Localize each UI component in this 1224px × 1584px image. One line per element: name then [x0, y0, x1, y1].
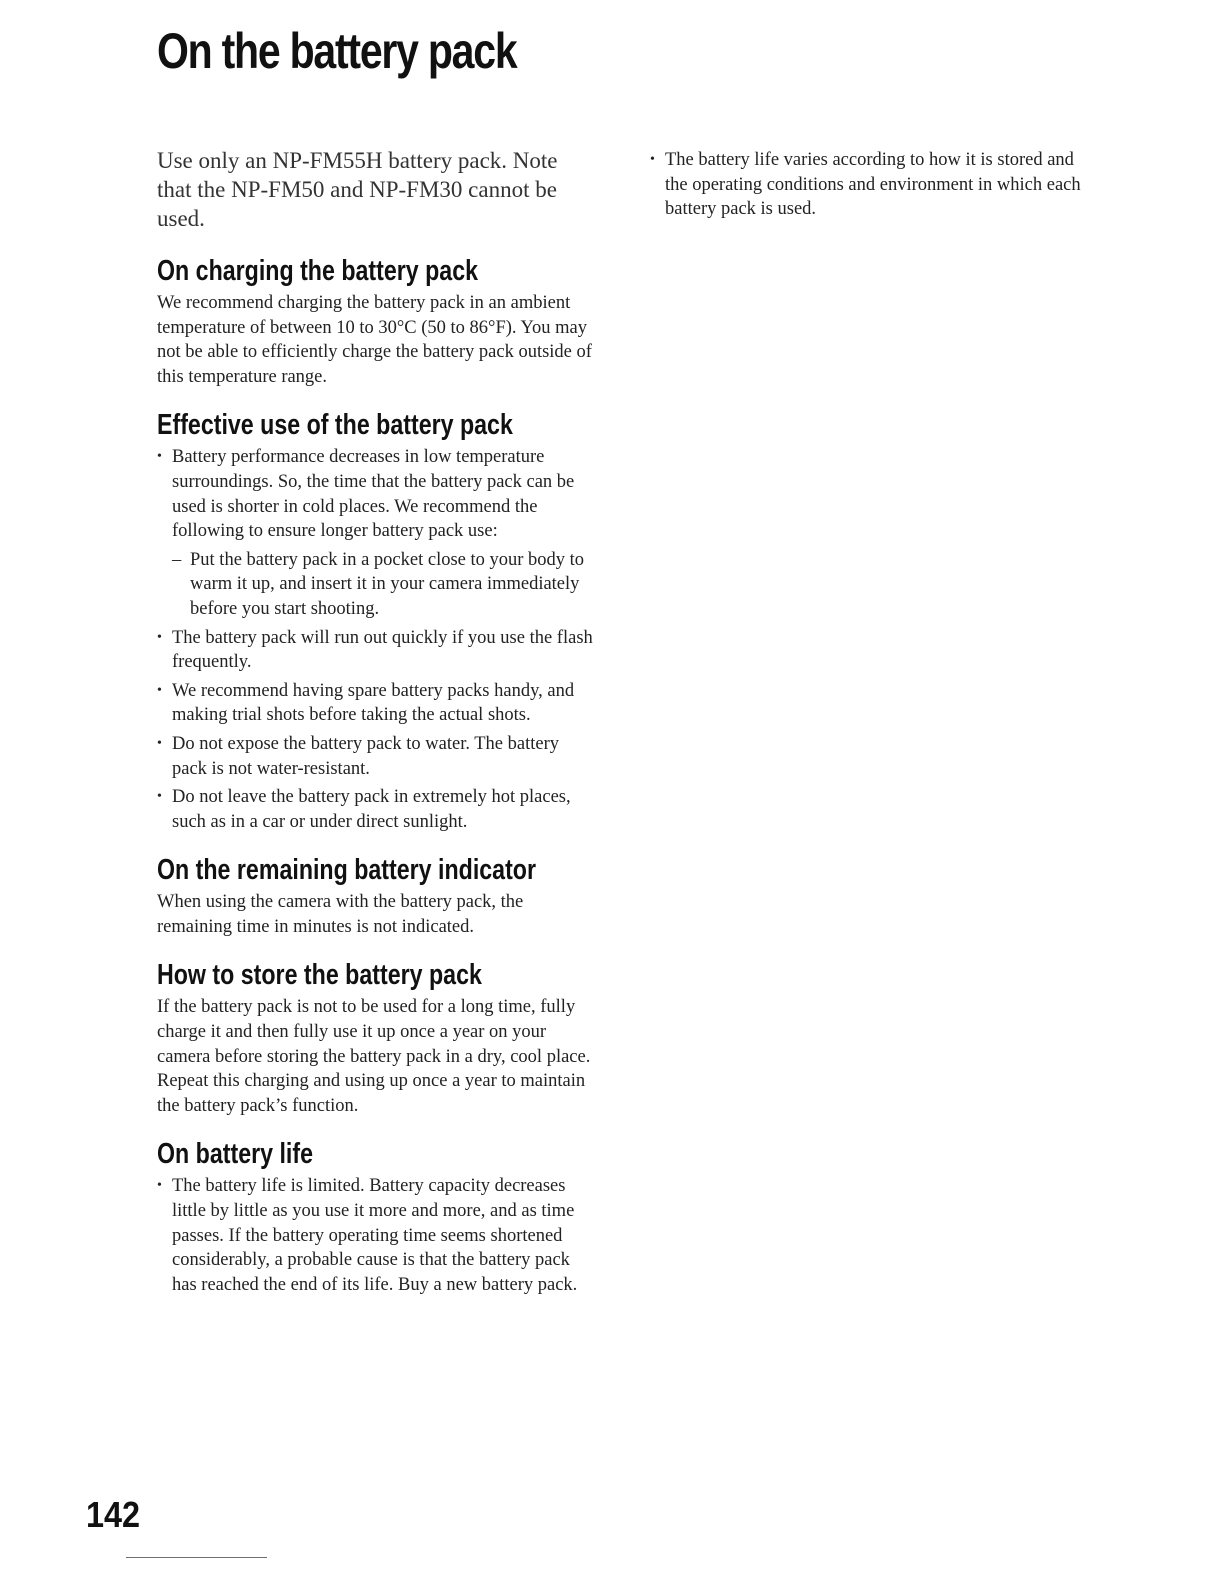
section-heading-effective-use: Effective use of the battery pack	[157, 409, 513, 442]
list-item	[157, 1174, 597, 1297]
section-effective-use	[157, 407, 597, 834]
list-item-text: The battery life is limited. Battery capacity decreases little by little as you use it more and more, and as time passes. If the battery operating time seems shortened considerably, a probable cause is that the battery pack has reached the end of its life. Buy a new battery pack.	[172, 1176, 578, 1295]
list-item	[157, 626, 597, 675]
list-item-text: The battery life varies according to how it is stored and the operating conditions and environment in which each battery pack is used.	[665, 150, 1081, 220]
battery-life-list-continued	[650, 148, 1090, 222]
left-column	[157, 146, 597, 1301]
page-title: On the battery pack	[157, 23, 517, 79]
sub-list	[172, 548, 597, 622]
sub-list-item	[172, 548, 597, 622]
list-item	[157, 785, 597, 834]
section-life	[157, 1136, 597, 1297]
sub-list-item-text: Put the battery pack in a pocket close to your body to warm it up, and insert it in your camera immediately before you start shooting.	[190, 549, 585, 619]
bullet-icon: •	[157, 1178, 162, 1194]
right-column	[650, 148, 1090, 226]
battery-life-list	[157, 1174, 597, 1297]
bullet-icon: •	[650, 152, 655, 167]
list-item	[157, 732, 597, 781]
list-item-text: Do not expose the battery pack to water. The battery pack is not water-resistant.	[172, 733, 560, 779]
list-item-text: We recommend having spare battery packs handy, and making trial shots before taking the actual shots.	[172, 680, 575, 726]
list-item-text: The battery pack will run out quickly if you use the flash frequently.	[172, 627, 593, 673]
list-item-text: Battery performance decreases in low temperature surroundings. So, the time that the battery pack can be used is shorter in cold places. We recommend the following to ensure longer battery pack use:	[172, 447, 575, 542]
page-number: 142	[86, 1494, 141, 1535]
bullet-icon: •	[157, 735, 162, 751]
list-item	[157, 445, 597, 621]
section-store	[157, 957, 597, 1118]
list-item-text: Do not leave the battery pack in extremely hot places, such as in a car or under direct sunlight.	[172, 787, 571, 832]
footer-rule	[126, 1557, 267, 1558]
bullet-icon: •	[157, 629, 162, 645]
effective-use-list	[157, 445, 597, 834]
section-heading-life: On battery life	[157, 1138, 313, 1171]
section-indicator	[157, 852, 597, 939]
section-body-charging: We recommend charging the battery pack in an ambient temperature of between 10 to 30°C (50 to 86°F). You may not be able to efficiently charge the battery pack outside of this temperature range.	[157, 293, 592, 387]
section-heading-charging: On charging the battery pack	[157, 255, 479, 287]
section-heading-store: How to store the battery pack	[157, 959, 482, 992]
bullet-icon: •	[157, 682, 162, 698]
section-body-indicator: When using the camera with the battery pack, the remaining time in minutes is not indicated.	[157, 892, 524, 937]
section-body-store: If the battery pack is not to be used for a long time, fully charge it and then fully use it up once a year on your camera before storing the battery pack in a dry, cool place. Repeat this charging and using up once a year to maintain the battery pack’s function.	[157, 997, 591, 1116]
section-heading-indicator: On the remaining battery indicator	[157, 854, 536, 887]
dash-icon: –	[172, 549, 182, 570]
list-item	[650, 148, 1090, 222]
bullet-icon: •	[157, 449, 162, 465]
bullet-icon: •	[157, 789, 162, 805]
intro-paragraph: Use only an NP-FM55H battery pack. Note that the NP-FM50 and NP-FM30 cannot be used.	[157, 148, 558, 231]
section-charging	[157, 253, 597, 389]
list-item	[157, 679, 597, 728]
